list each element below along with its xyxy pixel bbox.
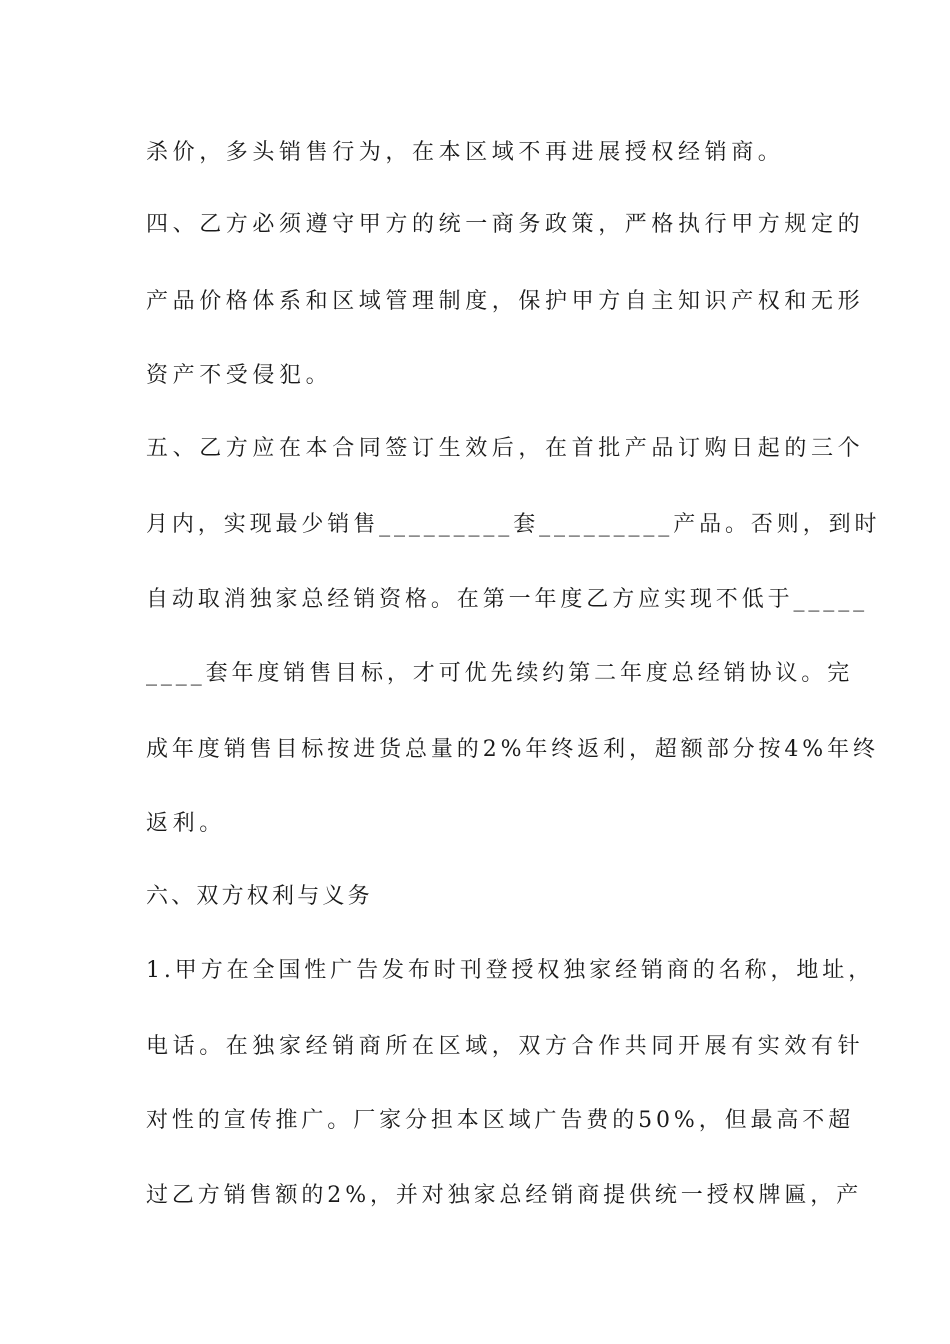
section-heading: 六、双方权利与义务 — [146, 884, 373, 909]
text-line: 成年度销售目标按进货总量的2%年终返利，超额部分按4%年终 — [146, 737, 879, 762]
text-line: 产品价格体系和区域管理制度，保护甲方自主知识产权和无形 — [146, 289, 865, 314]
text-line: 四、乙方必须遵守甲方的统一商务政策，严格执行甲方规定的 — [146, 212, 865, 237]
text-line: 五、乙方应在本合同签订生效后，在首批产品订购日起的三个 — [146, 436, 865, 461]
text-line: 对性的宣传推广。厂家分担本区域广告费的50%，但最高不超 — [146, 1108, 855, 1133]
text-line: 过乙方销售额的2%，并对独家总经销商提供统一授权牌匾，产 — [146, 1183, 863, 1208]
text-line: 电话。在独家经销商所在区域，双方合作共同开展有实效有针 — [146, 1034, 865, 1059]
text-line: 返利。 — [146, 811, 226, 836]
text-line: ____套年度销售目标，才可优先续约第二年度总经销协议。完 — [146, 661, 854, 686]
text-line: 1.甲方在全国性广告发布时刊登授权独家经销商的名称，地址， — [146, 958, 875, 983]
text-line: 资产不受侵犯。 — [146, 363, 333, 388]
text-line: 自动取消独家总经销资格。在第一年度乙方应实现不低于_____ — [146, 587, 869, 612]
text-line: 月内，实现最少销售_________套_________产品。否则，到时 — [146, 512, 881, 537]
text-line: 杀价，多头销售行为，在本区域不再进展授权经销商。 — [146, 140, 785, 165]
